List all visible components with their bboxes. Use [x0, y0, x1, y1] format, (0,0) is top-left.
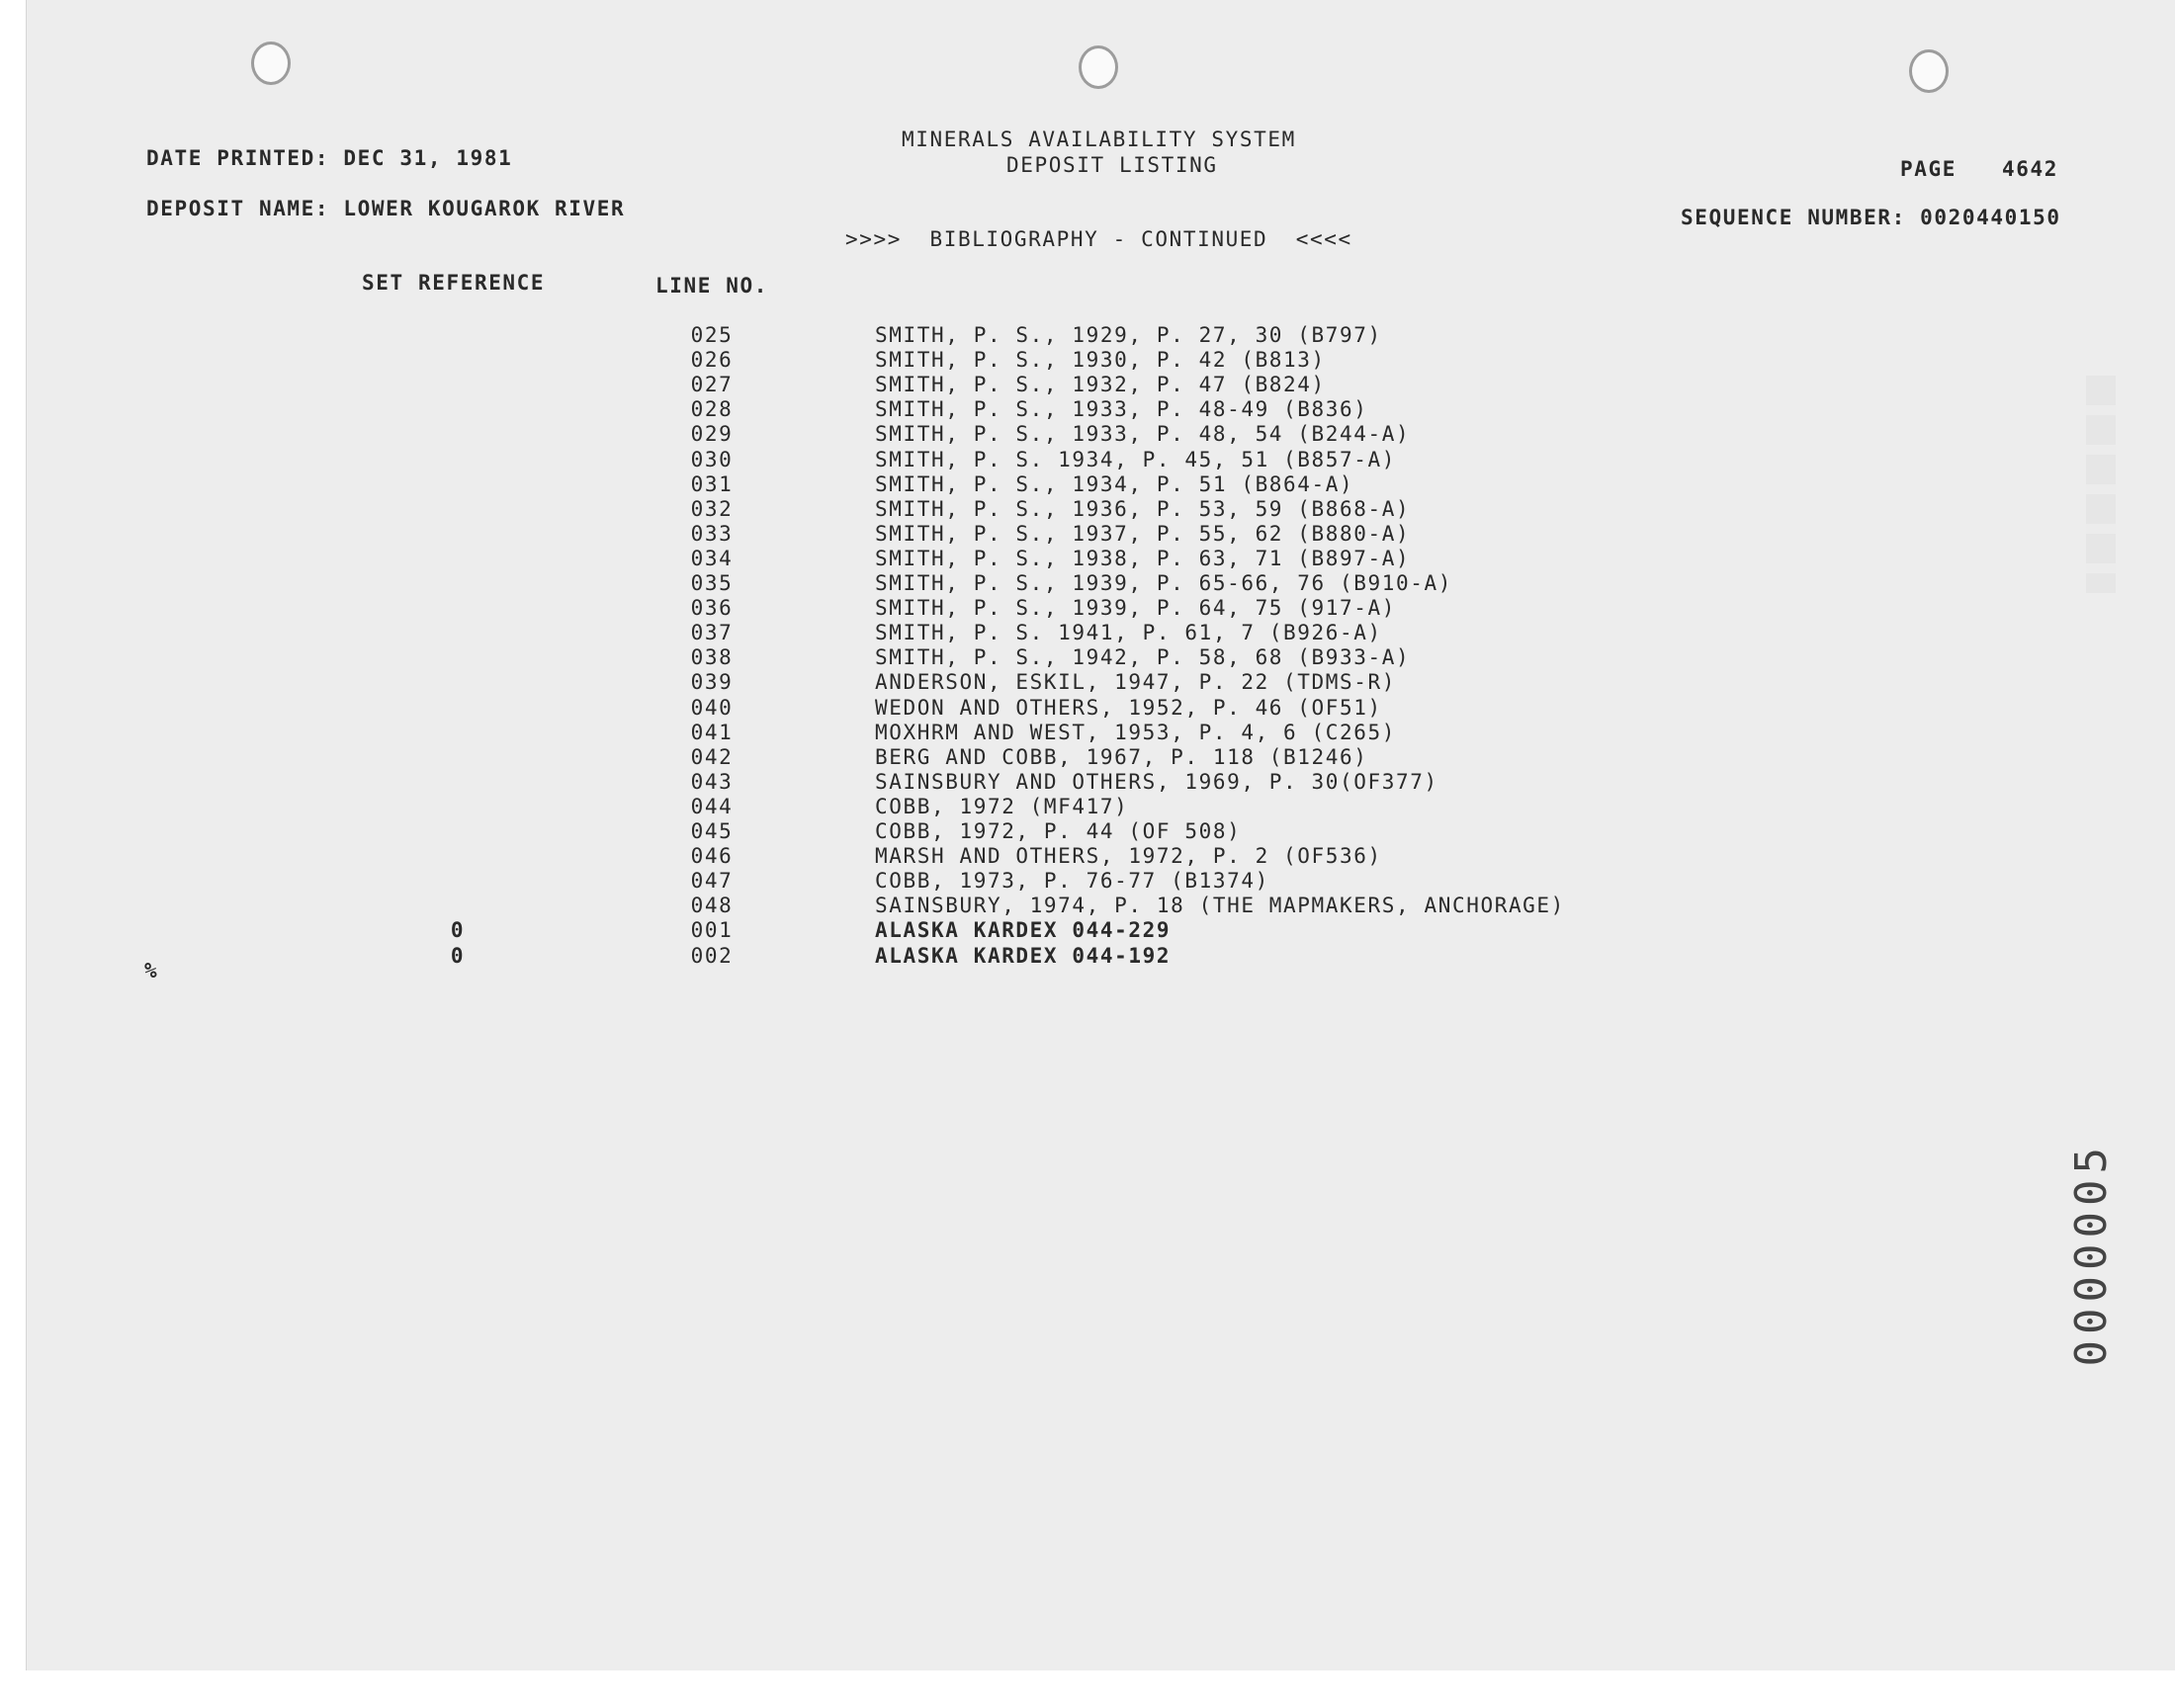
- table-row: [0, 448, 2175, 472]
- reference-cell: MARSH AND OTHERS, 1972, P. 2 (OF536): [875, 844, 1382, 869]
- deposit-name: DEPOSIT NAME: LOWER KOUGAROK RIVER: [146, 197, 626, 220]
- column-header-line-no: LINE NO.: [655, 274, 768, 298]
- line-number-cell: 027: [690, 373, 734, 397]
- punch-hole-right: [1909, 49, 1949, 93]
- line-number-cell: 047: [690, 869, 734, 894]
- reference-cell: SMITH, P. S., 1936, P. 53, 59 (B868-A): [875, 496, 1411, 521]
- reference-cell: SMITH, P. S., 1930, P. 42 (B813): [875, 348, 1326, 373]
- table-row: [0, 670, 2175, 695]
- table-row: [0, 795, 2175, 819]
- reference-cell: ANDERSON, ESKIL, 1947, P. 22 (TDMS-R): [875, 670, 1396, 695]
- reference-cell: ALASKA KARDEX 044-229: [875, 918, 1172, 943]
- reference-cell: COBB, 1973, P. 76-77 (B1374): [875, 869, 1269, 894]
- reference-cell: SMITH, P. S., 1933, P. 48, 54 (B244-A): [875, 422, 1411, 447]
- line-number-cell: 030: [690, 447, 734, 471]
- table-row: [0, 770, 2175, 795]
- sequence-number: SEQUENCE NUMBER: 0020440150: [1681, 206, 2061, 229]
- line-number-cell: 037: [690, 621, 734, 645]
- table-row: [0, 522, 2175, 547]
- line-number-cell: 048: [690, 894, 734, 918]
- reference-cell: SMITH, P. S., 1939, P. 65-66, 76 (B910-A): [875, 571, 1452, 595]
- line-number-cell: 043: [690, 769, 734, 794]
- table-row: [0, 571, 2175, 596]
- line-number-cell: 029: [690, 422, 734, 447]
- reference-cell: SMITH, P. S., 1934, P. 51 (B864-A): [875, 471, 1354, 496]
- line-number-cell: 002: [690, 943, 734, 968]
- table-row: [0, 422, 2175, 447]
- punch-hole-center: [1079, 45, 1118, 89]
- system-title: MINERALS AVAILABILITY SYSTEM: [902, 128, 1296, 151]
- column-header-set-reference: SET REFERENCE: [362, 271, 546, 295]
- table-row: [0, 869, 2175, 894]
- table-row: [0, 721, 2175, 745]
- reference-cell: BERG AND COBB, 1967, P. 118 (B1246): [875, 744, 1368, 769]
- line-number-cell: 033: [690, 521, 734, 546]
- reference-cell: COBB, 1972 (MF417): [875, 794, 1129, 818]
- section-title: >>>> BIBLIOGRAPHY - CONTINUED <<<<: [845, 227, 1352, 251]
- page-margin: [0, 1670, 2175, 1708]
- punch-hole-left: [251, 42, 291, 85]
- reference-cell: SMITH, P. S., 1938, P. 63, 71 (B897-A): [875, 546, 1411, 570]
- line-number-cell: 036: [690, 596, 734, 621]
- reference-cell: SMITH, P. S., 1933, P. 48-49 (B836): [875, 397, 1368, 422]
- table-row: [0, 323, 2175, 348]
- date-printed: DATE PRINTED: DEC 31, 1981: [146, 146, 513, 170]
- line-number-cell: 046: [690, 844, 734, 869]
- line-number-cell: 045: [690, 819, 734, 843]
- reference-cell: SMITH, P. S. 1934, P. 45, 51 (B857-A): [875, 447, 1396, 471]
- set-reference-cell: 0: [450, 918, 466, 943]
- reference-cell: SAINSBURY AND OTHERS, 1969, P. 30(OF377): [875, 769, 1438, 794]
- table-row: [0, 397, 2175, 422]
- line-number-cell: 025: [690, 323, 734, 347]
- reference-cell: SMITH, P. S., 1942, P. 58, 68 (B933-A): [875, 645, 1411, 670]
- line-number-cell: 042: [690, 744, 734, 769]
- line-number-cell: 032: [690, 496, 734, 521]
- table-row: [0, 472, 2175, 497]
- line-number-cell: 001: [690, 918, 734, 943]
- reference-cell: SAINSBURY, 1974, P. 18 (THE MAPMAKERS, ANCHORAGE): [875, 894, 1565, 918]
- line-number-cell: 040: [690, 695, 734, 720]
- end-marker: %: [144, 959, 159, 982]
- table-row: [0, 547, 2175, 571]
- page-number: 4642: [2002, 157, 2058, 181]
- set-reference-cell: 0: [450, 943, 466, 968]
- reference-cell: WEDON AND OTHERS, 1952, P. 46 (OF51): [875, 695, 1382, 720]
- table-row: [0, 373, 2175, 397]
- line-number-cell: 028: [690, 397, 734, 422]
- line-number-cell: 035: [690, 571, 734, 595]
- line-number-cell: 034: [690, 546, 734, 570]
- table-row: [0, 621, 2175, 645]
- table-row: [0, 348, 2175, 373]
- reference-cell: ALASKA KARDEX 044-192: [875, 943, 1172, 968]
- table-row: [0, 918, 2175, 943]
- table-row: [0, 894, 2175, 918]
- line-number-cell: 038: [690, 645, 734, 670]
- reference-cell: SMITH, P. S. 1941, P. 61, 7 (B926-A): [875, 621, 1382, 645]
- side-stamp: 0000005: [2066, 1142, 2117, 1367]
- line-number-cell: 044: [690, 794, 734, 818]
- reference-cell: SMITH, P. S., 1929, P. 27, 30 (B797): [875, 323, 1382, 347]
- table-row: [0, 944, 2175, 969]
- line-number-cell: 031: [690, 471, 734, 496]
- table-row: [0, 844, 2175, 869]
- table-row: [0, 819, 2175, 844]
- line-number-cell: 041: [690, 720, 734, 744]
- table-row: [0, 497, 2175, 522]
- line-number-cell: 039: [690, 670, 734, 695]
- reference-cell: SMITH, P. S., 1939, P. 64, 75 (917-A): [875, 596, 1396, 621]
- line-number-cell: 026: [690, 348, 734, 373]
- reference-cell: SMITH, P. S., 1937, P. 55, 62 (B880-A): [875, 521, 1411, 546]
- table-row: [0, 645, 2175, 670]
- reference-cell: MOXHRM AND WEST, 1953, P. 4, 6 (C265): [875, 720, 1396, 744]
- table-row: [0, 745, 2175, 770]
- table-row: [0, 596, 2175, 621]
- reference-cell: COBB, 1972, P. 44 (OF 508): [875, 819, 1242, 843]
- reference-cell: SMITH, P. S., 1932, P. 47 (B824): [875, 373, 1326, 397]
- listing-title: DEPOSIT LISTING: [1006, 153, 1218, 177]
- table-row: [0, 696, 2175, 721]
- page-label: PAGE: [1900, 157, 1957, 181]
